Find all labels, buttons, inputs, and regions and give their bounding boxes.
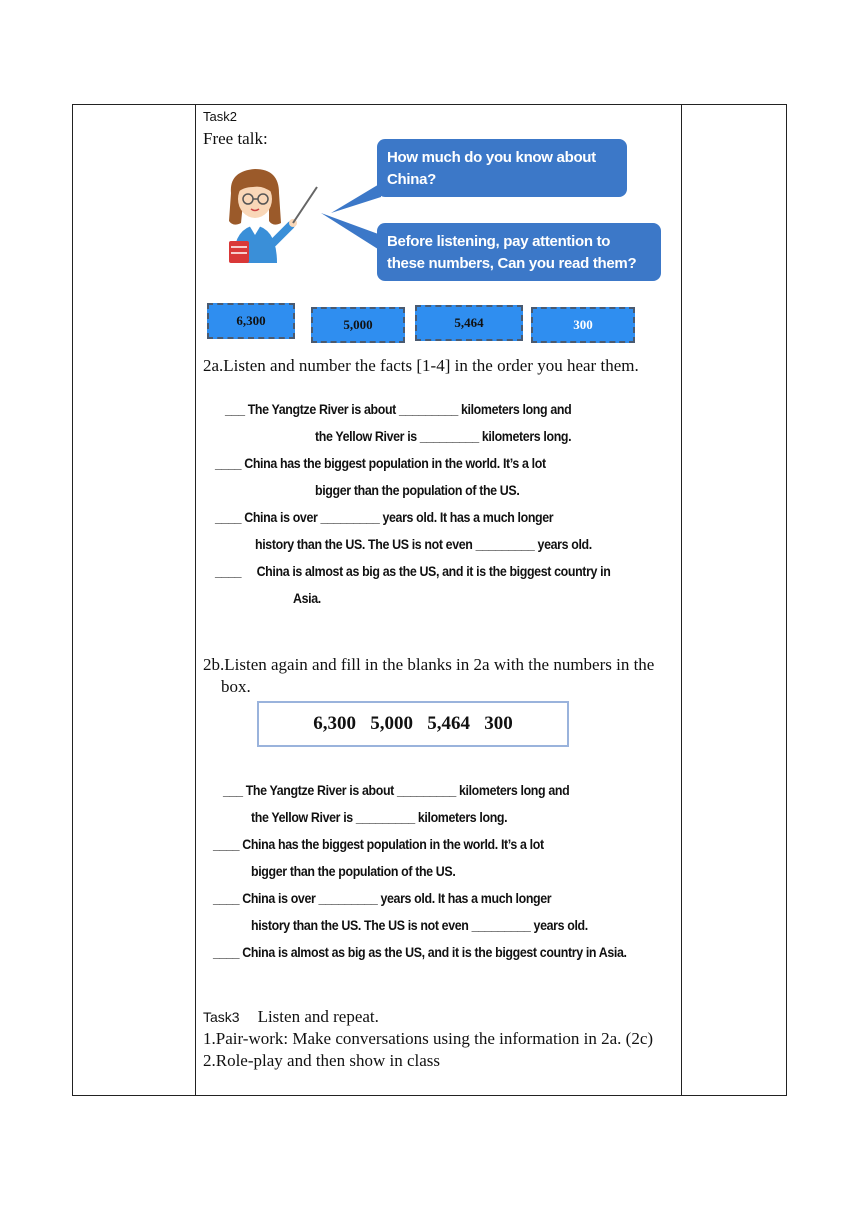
fact-line: ___ The Yangtze River is about _________ kilometers long and xyxy=(225,402,572,417)
task3-title: Listen and repeat. xyxy=(257,1007,379,1026)
fact-line: Asia. xyxy=(293,591,321,606)
fact-line: the Yellow River is _________ kilometers long. xyxy=(251,810,508,825)
free-talk-label: Free talk: xyxy=(203,129,268,148)
task2-label: Task2 xyxy=(203,109,237,124)
task3-item-2: 2.Role-play and then show in class xyxy=(203,1051,441,1070)
number-card: 300 xyxy=(531,307,635,343)
fact-line: bigger than the population of the US. xyxy=(251,864,456,879)
bubble-tail-icon xyxy=(331,175,381,215)
number-card: 5,464 xyxy=(415,305,523,341)
number-card: 5,000 xyxy=(311,307,405,343)
teacher-illustration-icon xyxy=(213,163,323,273)
column-divider-right xyxy=(681,105,682,1095)
fact-line: bigger than the population of the US. xyxy=(315,483,520,498)
fact-line: ____ China has the biggest population in the world. It’s a lot xyxy=(213,837,544,852)
numbers-box: 6,300 5,000 5,464 300 xyxy=(257,701,569,747)
column-divider-left xyxy=(195,105,196,1095)
section-2a-instruction: 2a.Listen and number the facts [1-4] in the order you hear them. xyxy=(203,356,639,375)
fact-line: history than the US. The US is not even _________ years old. xyxy=(255,537,592,552)
fact-line: ____ China is over _________ years old. It has a much longer xyxy=(215,510,554,525)
number-card: 6,300 xyxy=(207,303,295,339)
task3-label: Task3 xyxy=(203,1009,240,1025)
lesson-table: Task2 Free talk: How much do you know about China? Before listening, pay attention to these numbers, Can you read them? 6,300 5,000 5,464 300 2a.Listen and number the facts [1-4] in the order you hear them. ___ The Yangtze River is about _________ kilometers long and the Yellow River is _________ kilometers long. ____ China has the biggest population in the world. It’s a lot bigger than the population of the US. ____ China is over _________ years old. It has a much longer history than the US. The US is not even _________ years old. ____ China is almost as big as the US, and it is the biggest country in Asia. 2b.Listen again and fill in the blanks in 2a with the numbers in the box. 6,300 5,000 5,464 300 ___ The Yangtze River is about _________ kilometers long and the Yellow River is _________ kilometers long. ____ China has the biggest population in the world. It’s a lot bigger than the population of the US. ____ China is over _________ years old. It has a much longer history than the US. The US is not even _________ years old. ____ China is almost as big as the US, and it is the biggest country in Asia. Task3 Listen and repeat. 1.Pair-work: Make conversations using the information in 2a. (2c) 2.Role-play and then show in class xyxy=(72,104,787,1096)
fact-line: history than the US. The US is not even _________ years old. xyxy=(251,918,588,933)
section-2b-instruction: 2b.Listen again and fill in the blanks in 2a with the numbers in the xyxy=(203,655,655,674)
fact-line: ____ China has the biggest population in the world. It’s a lot xyxy=(215,456,546,471)
task3-heading xyxy=(203,1007,379,1027)
fact-line: the Yellow River is _________ kilometers long. xyxy=(315,429,572,444)
bubble-tail-icon xyxy=(321,213,381,253)
fact-line: ____ China is over _________ years old. It has a much longer xyxy=(213,891,552,906)
fact-line: ____ China is almost as big as the US, and it is the biggest country in xyxy=(215,564,611,579)
fact-line: ___ The Yangtze River is about _________ kilometers long and xyxy=(223,783,570,798)
task3-item-1: 1.Pair-work: Make conversations using the information in 2a. (2c) xyxy=(203,1029,654,1048)
section-2b-instruction-cont: box. xyxy=(221,677,251,696)
fact-line: ____ China is almost as big as the US, and it is the biggest country in Asia. xyxy=(213,945,627,960)
